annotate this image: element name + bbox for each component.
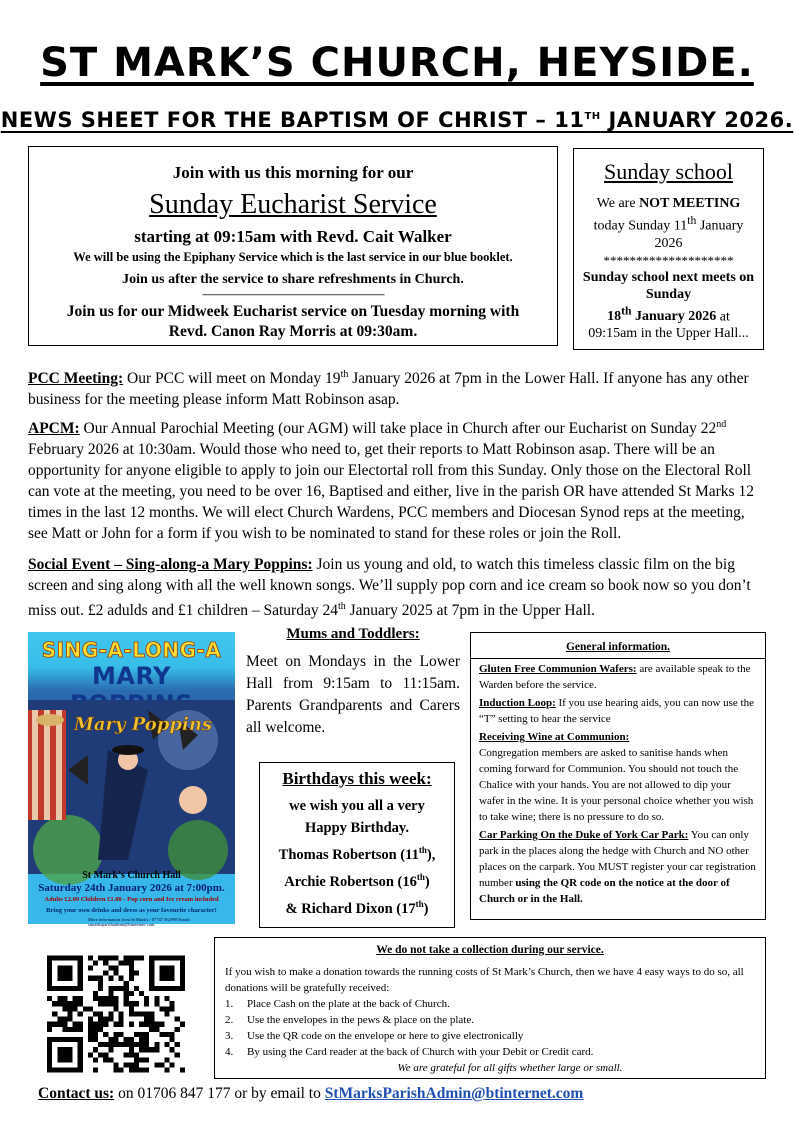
service-intro: Join with us this morning for our [172,163,414,182]
page-subtitle [0,108,794,132]
apcm-lead: APCM: [28,420,80,438]
page-title: ST MARK’S CHURCH, HEYSIDE. [40,40,754,86]
midweek-line2: Revd. Canon Ray Morris at 09:30am. [168,323,418,340]
poster-venue: St Mark’s Church Hall [82,870,181,881]
ss-not-meeting: NOT MEETING [639,196,741,211]
service-separator: ------------------------------------------------------------------------------------------- [202,289,384,299]
donation-item [225,1012,755,1028]
sunday-school-box [573,148,764,350]
social-text-end: January 2025 at 7pm in the Upper Hall. [345,602,595,620]
ss-date-at: at [716,309,730,325]
ss-next [578,269,759,343]
general-divider [471,658,765,659]
mums-toddlers [246,626,460,739]
mums-text: Meet on Mondays in the Lower Hall from 9:15am to 11:15am. Parents Grandparents and Carers all welcome. [246,653,460,736]
ss-next-meets: Sunday school next meets on Sunday [582,269,755,302]
poster-prices: Adults £2.00 Children £1.00 - Pop corn and Ice cream included [44,896,219,903]
donation-item-text: Place Cash on the plate at the back of Church. [247,998,450,1010]
wine-text: Congregation members are asked to sanitise hands when coming forward for Communion. You should not touch the Chalice with your hands. You are not allowed to dip your wafer in the wine. It is your personal choice whether you wish to take wine; there is no pressure to do so. [479,747,754,823]
pcc-notice [28,364,768,410]
donation-item [225,996,755,1012]
service-time: starting at 09:15am with Revd. Cait Walker [134,227,452,246]
ss-date-post: January 2026 [631,309,717,325]
subtitle-text: NEWS SHEET FOR THE BAPTISM OF CHRIST – 11 [0,108,585,132]
mums-heading: Mums and Toddlers: [286,626,420,642]
bday-p1: Thomas Robertson (11 [278,846,419,863]
midweek-line1: Join us for our Midweek Eucharist service on Tuesday morning with [66,303,520,320]
birthdays-heading: Birthdays this week: [282,769,432,788]
poster-logo [73,708,213,738]
poster-line1: SING-A-LONG-A [41,638,222,662]
social-text: Join us young and old, to watch this timeless classic film on the big screen and sing along with all the well known songs. We’ll supply pop corn and ice cream so book now so you don’t miss out. £2 adulds and £1 children – Saturday 24 [28,556,751,620]
car-label: Car Parking On the Duke of York Car Park: [479,829,689,841]
donation-thanks: We are grateful for all gifts whether large or small. [397,1062,623,1074]
donation-item-text: Use the envelopes in the pews & place on the plate. [247,1014,474,1026]
ss-we-are: We are [596,196,640,211]
donation-item [225,1028,755,1044]
donation-item-number: 3. [225,1030,234,1042]
service-box [28,146,558,346]
service-refreshments: Join us after the service to share refreshments in Church. [122,272,464,287]
poster-contact: More information from St Mark's / 07747 562998 Email: stmarksparishadmin@btinternet.com [88,917,191,927]
bday-line1: we wish you all a very [289,798,425,814]
ss-today: today Sunday 11 [593,218,688,234]
car-bold: using the QR code on the notice at the door of Church or in the Hall. [479,877,730,905]
apcm-text-end: February 2026 at 10:30am. Would those who need to, get their reports to Matt Robinson asap. There will be an opportunity for anyone eligible to apply to join our Electortal roll from this Sunday. Only those on the Electoral Roll can vote at the meeting, you need to be over 16, Baptised and either, live in the parish OR have attended St Marks 12 times in the last 12 months. We will elect Church Wardens, PCC members and Diocesan Synod reps at the meeting, see Matt or John for a form if you wish to be nominated to stand for these roles or join the Roll. [28,441,754,543]
bday-p2-sup: th [416,871,425,882]
social-lead: Social Event – Sing-along-a Mary Poppins: [28,556,313,573]
pcc-sup: th [340,369,349,380]
bday-p3-end: ) [423,900,429,917]
subtitle-date: JANUARY 2026. [600,108,794,132]
ss-today-sup: th [687,214,697,227]
bday-p2-end: ) [424,873,430,890]
contact-text: on 01706 847 177 or by email to [114,1085,325,1102]
pcc-lead: PCC Meeting: [28,370,124,388]
sunday-school-status [578,195,759,252]
birthdays-box [259,762,455,928]
pcc-text-end: January 2026 at 7pm in the Lower Hall. If anyone has any other business for the meeting please inform Matt Robinson asap. [28,370,749,409]
social-sup: th [337,601,346,612]
donation-item-number: 2. [225,1014,234,1026]
general-heading: General information. [565,641,671,653]
bday-p1-end: ), [426,846,436,863]
loop-label: Induction Loop: [479,697,556,709]
induction-loop-info [479,695,757,727]
ss-stars: ******************** [603,252,734,268]
pcc-text: Our PCC will meet on Monday 19 [123,370,341,388]
bday-p1-sup: th [418,845,427,855]
bday-p2: Archie Robertson (16 [284,873,417,890]
birthdays-message [260,795,454,919]
bday-p3-sup: th [415,898,424,909]
donation-list [225,996,755,1060]
general-info-box [470,632,766,920]
bday-line2: Happy Birthday. [305,820,409,836]
service-title: Sunday Eucharist Service [149,189,437,220]
poster-line2: MARY [91,662,171,690]
apcm-sup: nd [716,419,727,430]
donation-item-number: 4. [225,1046,234,1058]
wine-info [479,729,757,825]
donation-qr-code[interactable] [42,950,190,1078]
donation-box [214,937,766,1079]
subtitle-sup: TH [584,111,601,122]
contact-line [38,1085,583,1103]
donation-heading: We do not take a collection during our service. [376,944,604,956]
gf-label: Gluten Free Communion Wafers: [479,663,637,675]
mary-poppins-poster [28,632,235,927]
bday-p3: & Richard Dixon (17 [285,900,416,917]
loop-text: If you use hearing aids, you can now use the “T” setting to hear the service [479,697,754,725]
donation-item [225,1044,755,1060]
apcm-text: Our Annual Parochial Meeting (our AGM) will take place in Church after our Eucharist on Sunday 22 [79,420,717,438]
donation-item-number: 1. [225,998,234,1010]
wine-label: Receiving Wine at Communion: [479,731,630,743]
ss-time: 09:15am in the Upper Hall... [588,326,749,342]
donation-item-text: Use the QR code on the envelope or here to give electronically [247,1030,524,1042]
poster-date: Saturday 24th January 2026 at 7:00pm. [38,882,225,894]
service-booklet-note: We will be using the Epiphany Service which is the last service in our blue booklet. [73,250,513,264]
ss-today-post: January 2026 [654,218,744,251]
donation-item-text: By using the Card reader at the back of Church with your Debit or Credit card. [247,1046,594,1058]
car-parking-info [479,827,757,907]
apcm-notice [28,414,768,544]
social-notice [28,554,768,621]
gf-text: are available speak to the Warden before the service. [479,663,751,691]
ss-date-num: 18 [607,309,622,325]
poster-logo-text: Mary Poppins [73,714,213,735]
contact-email-link[interactable]: StMarksParishAdmin@btinternet.com [324,1085,584,1102]
gluten-free-info [479,661,757,693]
sunday-school-heading: Sunday school [604,159,733,184]
midweek-service [29,302,557,342]
car-text: You can only park in the places along the hedge with Church and NO other places on the carpark. You MUST register your car registration number [479,829,756,889]
ss-date [607,304,717,325]
contact-label: Contact us: [38,1085,115,1102]
poster-bring: Bring your own drinks and dress as your favourite character! [46,907,217,914]
donation-intro: If you wish to make a donation towards the running costs of St Mark’s Church, then we have 4 easy ways to do so, all donations will be gratefully received: [225,966,744,994]
ss-date-sup: th [621,304,632,318]
